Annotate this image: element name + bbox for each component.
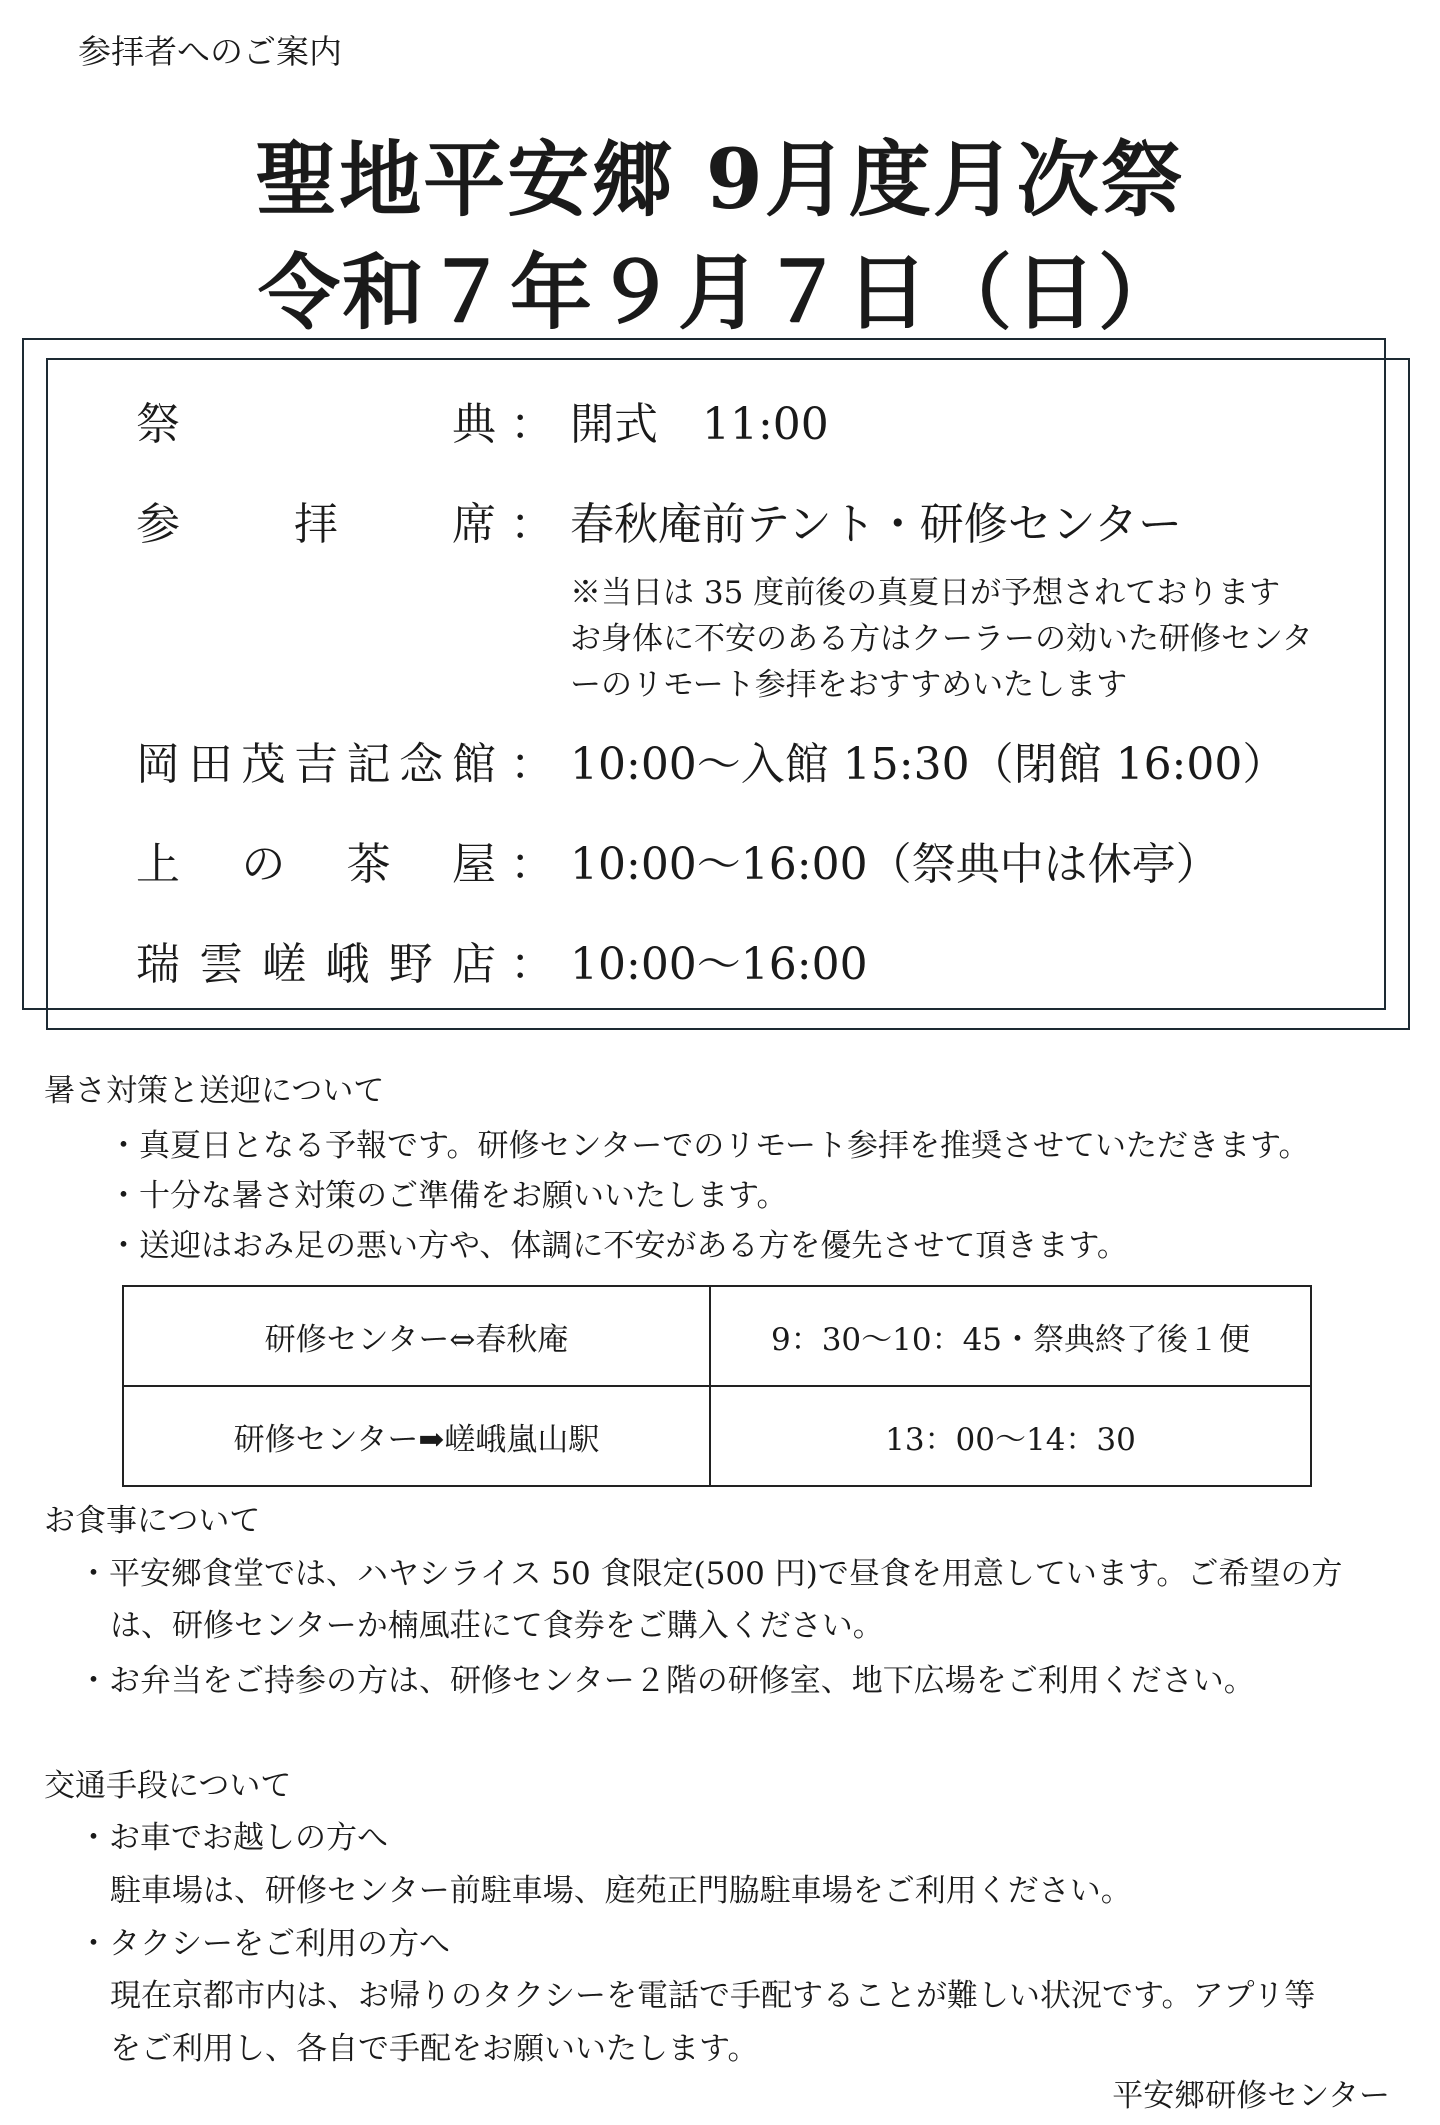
transport-line: 駐車場は、研修センター前駐車場、庭苑正門脇駐車場をご利用ください。 bbox=[110, 1873, 1132, 1909]
shuttle-table bbox=[122, 1285, 1312, 1487]
transport-line: ・タクシーをご利用の方へ bbox=[78, 1926, 450, 1962]
shuttle-route: 研修センター⇔春秋庵 bbox=[123, 1286, 710, 1386]
schedule-colon: ： bbox=[510, 839, 554, 890]
shuttle-time: 13：00～14：30 bbox=[710, 1386, 1311, 1486]
meal-line: ・平安郷食堂では、ハヤシライス 50 食限定(500 円)で昼食を用意しています。ご希望の方 bbox=[78, 1556, 1343, 1592]
schedule-colon: ： bbox=[510, 399, 554, 450]
transport-line: をご利用し、各自で手配をお願いいたします。 bbox=[110, 2031, 759, 2067]
schedule-colon: ： bbox=[510, 939, 554, 990]
event-date: 令和７年９月７日（日） bbox=[257, 245, 1182, 341]
seating-note: ※当日は 35 度前後の真夏日が予想されております お身体に不安のある方はクーラーの効いた研修センタ ーのリモート参拝をおすすめいたします bbox=[570, 575, 1313, 703]
table-row bbox=[123, 1386, 1311, 1486]
schedule-label-shop: 瑞 雲 嵯 峨 野 店 bbox=[136, 939, 496, 990]
heat-section-title: 暑さ対策と送迎について bbox=[44, 1073, 385, 1109]
shuttle-time: 9：30～10：45・祭典終了後１便 bbox=[710, 1286, 1311, 1386]
footer-signature: 平安郷研修センター bbox=[1112, 2078, 1390, 2114]
meal-line: は、研修センターか楠風荘にて食券をご購入ください。 bbox=[110, 1608, 884, 1644]
schedule-value-seating: 春秋庵前テント・研修センター bbox=[570, 499, 1183, 550]
schedule-value-museum: 10:00～入館 15:30（閉館 16:00） bbox=[570, 739, 1287, 790]
meal-line: ・お弁当をご持参の方は、研修センター２階の研修室、地下広場をご利用ください。 bbox=[78, 1663, 1255, 1699]
transport-line: ・お車でお越しの方へ bbox=[78, 1820, 388, 1856]
schedule-value-shop: 10:00～16:00 bbox=[570, 939, 868, 990]
heat-bullet: ・真夏日となる予報です。研修センターでのリモート参拝を推奨させていただきます。 bbox=[108, 1128, 1310, 1164]
schedule-value-teahouse: 10:00～16:00（祭典中は休亭） bbox=[570, 839, 1220, 890]
transport-section-title: 交通手段について bbox=[44, 1768, 292, 1804]
schedule-colon: ： bbox=[510, 739, 554, 790]
meal-section-title: お食事について bbox=[44, 1503, 261, 1539]
schedule-label-seating: 参 拝 席 bbox=[136, 499, 496, 550]
shuttle-route: 研修センター➡嵯峨嵐山駅 bbox=[123, 1386, 710, 1486]
table-row bbox=[123, 1286, 1311, 1386]
schedule-label-ceremony: 祭 典 bbox=[136, 399, 496, 450]
page-title: 聖地平安郷 9月度月次祭 bbox=[255, 132, 1185, 228]
schedule-label-museum: 岡 田 茂 吉 記 念 館 bbox=[136, 739, 496, 790]
heat-bullet: ・送迎はおみ足の悪い方や、体調に不安がある方を優先させて頂きます。 bbox=[108, 1228, 1128, 1264]
schedule-label-teahouse: 上 の 茶 屋 bbox=[136, 839, 496, 890]
transport-line: 現在京都市内は、お帰りのタクシーを電話で手配することが難しい状況です。アプリ等 bbox=[110, 1978, 1316, 2014]
schedule-colon: ： bbox=[510, 499, 554, 550]
heat-bullet: ・十分な暑さ対策のご準備をお願いいたします。 bbox=[108, 1178, 788, 1214]
intro-heading: 参拝者へのご案内 bbox=[78, 32, 342, 71]
schedule-value-ceremony: 開式 11:00 bbox=[570, 399, 829, 450]
